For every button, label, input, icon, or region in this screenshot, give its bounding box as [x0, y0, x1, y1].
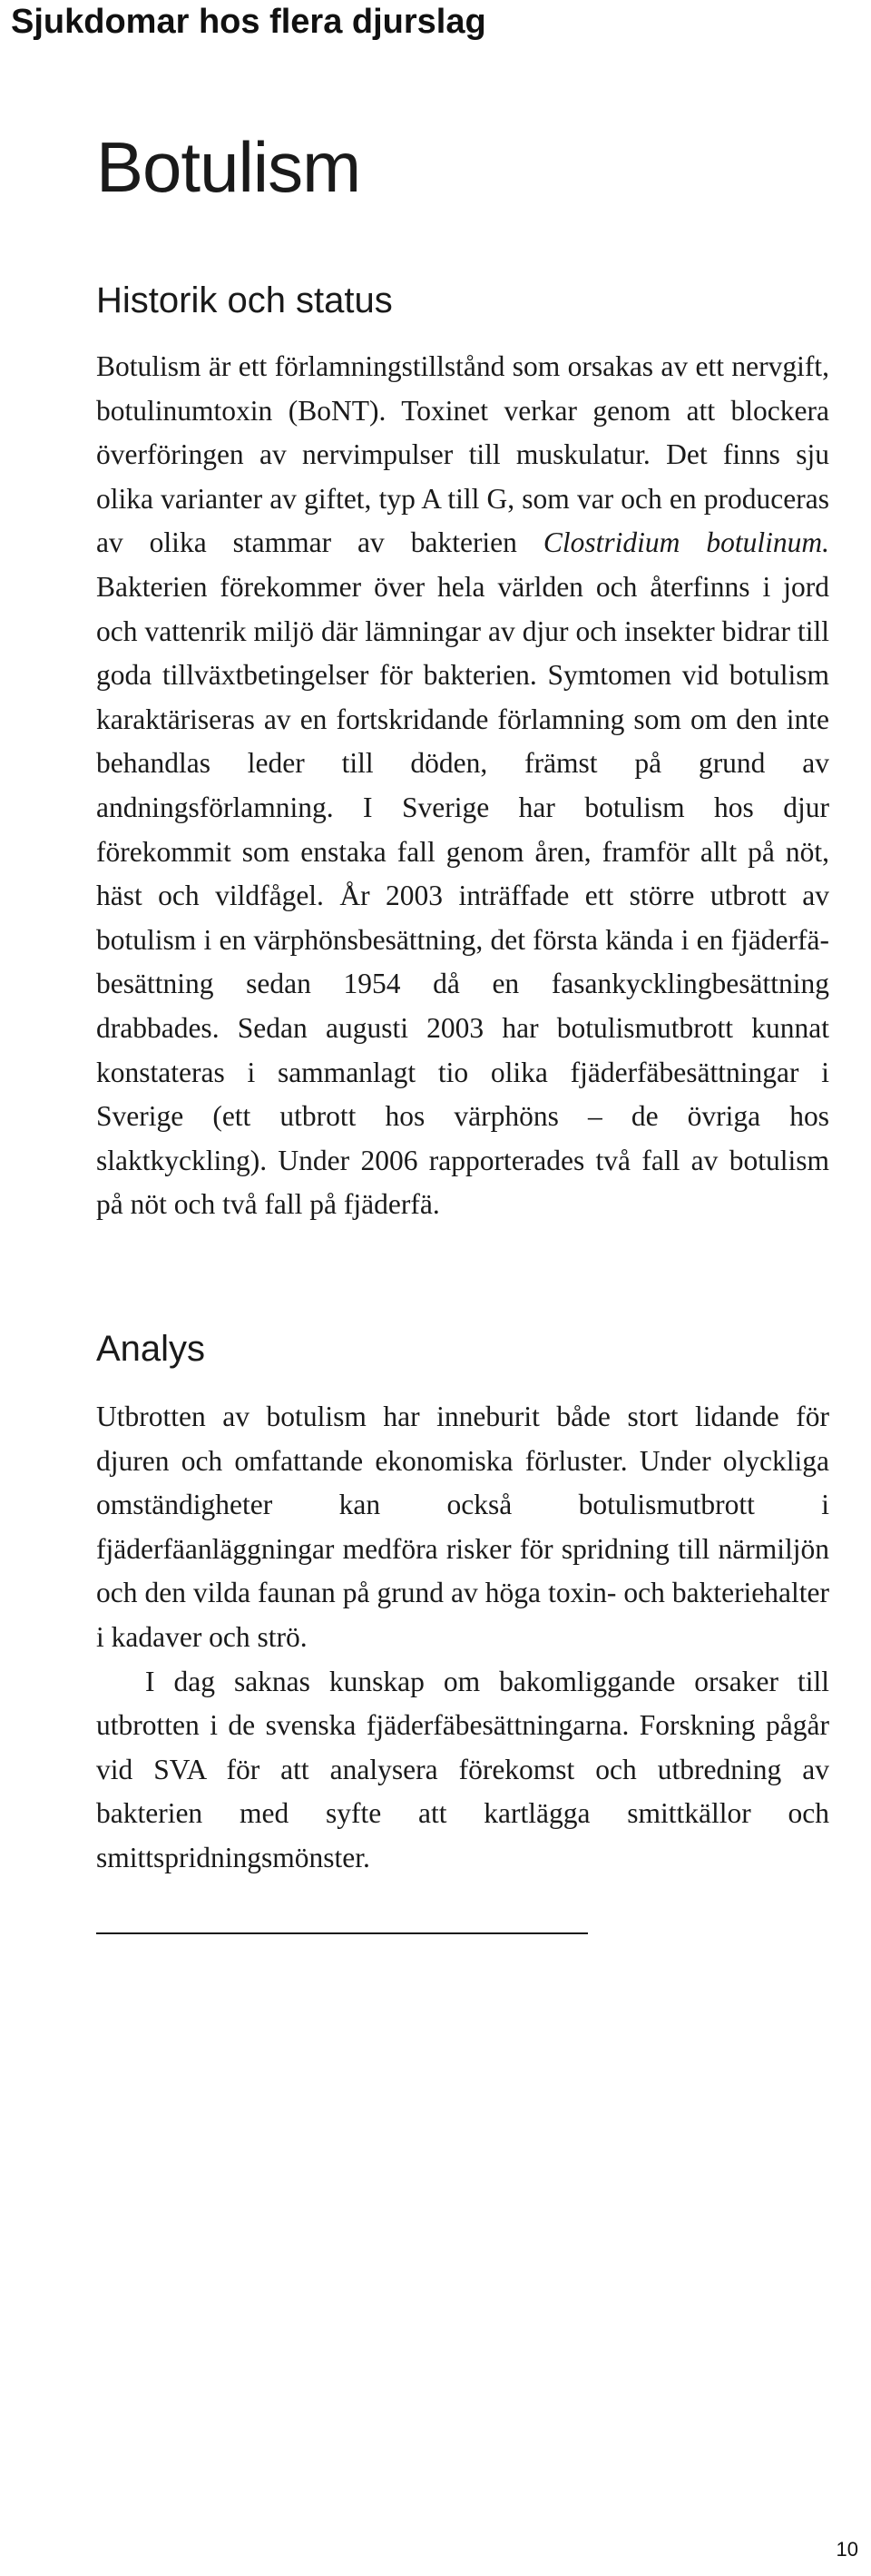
section-heading-analys: Analys — [96, 1329, 206, 1369]
analys-body — [96, 1395, 829, 1881]
analys-paragraph-1: Utbrotten av botulism har inneburit både stort lidande för djuren och omfattande ekonomiska förluster. Under olyckliga omständigheter kan också botulismutbrott i fjäderfäanläggningar medföra risker för spridning till närmiljön och den vilda faunan på grund av höga toxin- och bakteriehalter i kadaver och strö. — [96, 1401, 829, 1653]
section-heading-historik: Historik och status — [96, 280, 393, 320]
footnote-divider — [96, 1932, 588, 1934]
running-header: Sjukdomar hos flera djurslag — [11, 3, 486, 41]
historik-text-end: Bakterien förekommer över hela världen och återfinns i jord och vattenrik miljö där lämningar av djur och insekter bidrar till goda tillväxtbetingelser för bakterien. Symtomen vid botulism karaktäriseras av en fortskridande förlamning som om den inte behandlas leder till döden, främst på grund av andningsförlamning. I Sverige har botulism hos djur förekommit som enstaka fall genom åren, framför allt på nöt, häst och vildfågel. År 2003 inträffade ett större utbrott av botulism i en värphönsbesättning, det första kända i en fjäderfäbesättning sedan 1954 då en fasankycklingbesättning drabbades. Sedan augusti 2003 har botulismutbrott kunnat konstateras i sammanlagt tio olika fjäderfäbesättningar i Sverige (ett utbrott hos värphöns – de övriga hos slaktkyckling). Under 2006 rapporterades två fall av botulism på nöt och två fall på fjäderfä. — [96, 570, 829, 1221]
historik-text-start: Botulism är ett förlamningstillstånd som orsakas av ett nervgift, botulinumtoxin (BoNT). Toxinet verkar genom att blockera överföringen av nervimpulser till muskulatur. Det finns sju olika varianter av giftet, typ A till G, som var och en produceras av olika stammar av bakterien — [96, 350, 829, 559]
page-title: Botulism — [96, 127, 361, 207]
species-name: Clostridium botulinum. — [543, 526, 829, 559]
analys-paragraph-2: I dag saknas kunskap om bakomliggande orsaker till utbrotten i de svenska fjäderfäbesättningarna. Forskning pågår vid SVA för att analysera förekomst och utbredning av bakterien med syfte att kartlägga smittkällor och smittspridningsmönster. — [96, 1665, 829, 1873]
historik-paragraph — [96, 345, 829, 1227]
page-number: 10 — [836, 2538, 858, 2561]
